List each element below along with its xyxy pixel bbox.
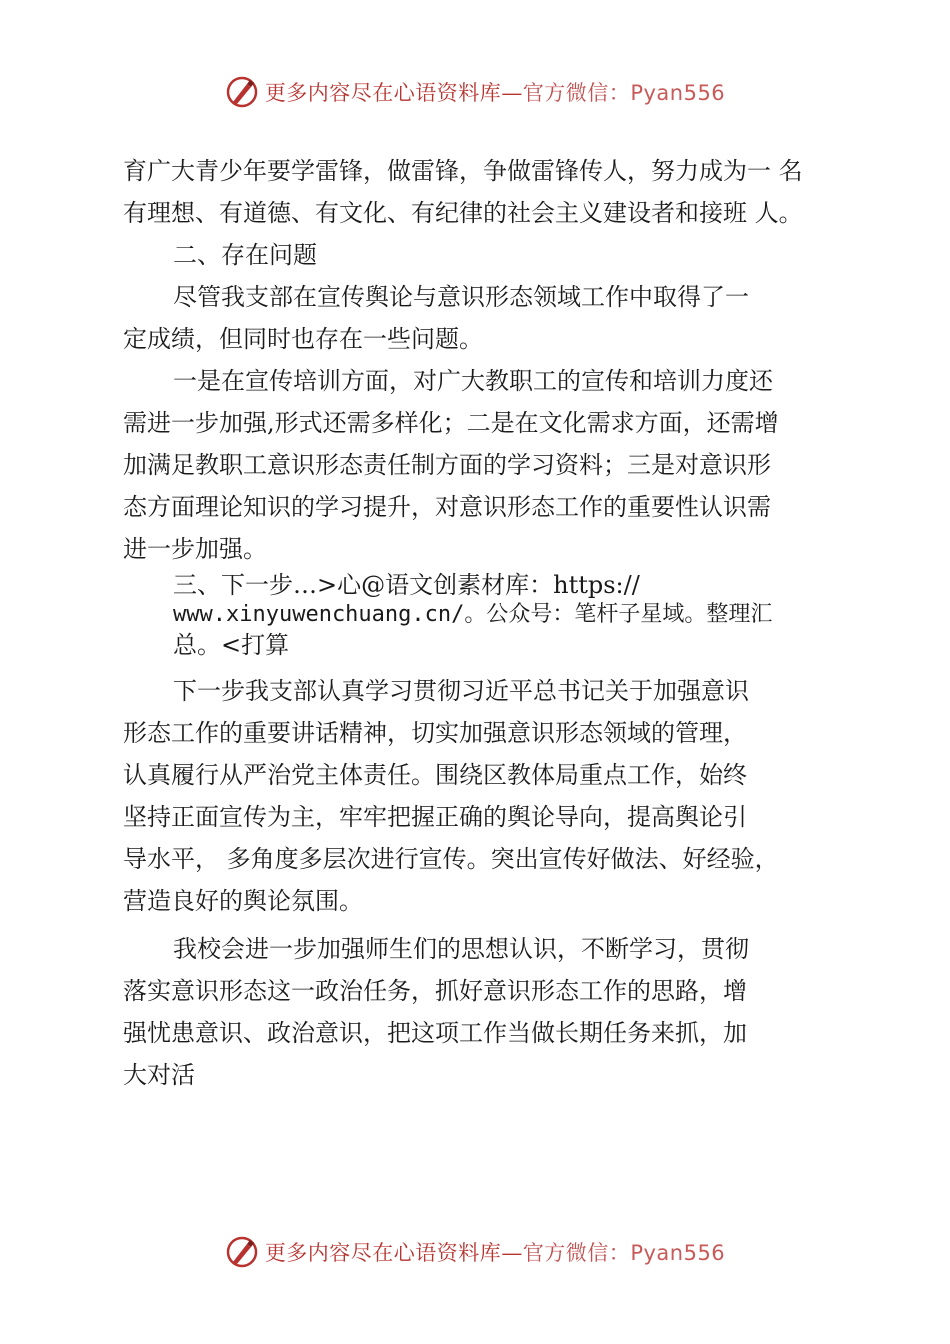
paragraph-line: 有理想、有道德、有文化、有纪律的社会主义建设者和接班 人。 [123,199,803,227]
paragraph-line: 形态工作的重要讲话精神，切实加强意识形态领域的管理， [123,719,747,747]
pen-logo-icon [225,1235,259,1269]
paragraph-line: 加满足教职工意识形态责任制方面的学习资料；三是对意识形 [123,451,771,479]
header-text [265,77,725,107]
paragraph-line: 我校会进一步加强师生们的思想认识，不断学习，贯彻 [173,935,749,963]
paragraph-line: 需进一步加强,形式还需多样化；二是在文化需求方面，还需增 [123,409,779,437]
document-body [123,150,833,1096]
header-wechat-id: Pyan556 [630,81,726,105]
paragraph-line: 营造良好的舆论氛围。 [123,887,363,915]
paragraph-line: 强忧患意识、政治意识，把这项工作当做长期任务来抓，加 [123,1019,747,1047]
footer-site-name: 更多内容尽在心语资料库 [264,1241,502,1265]
paragraph-line: 一是在宣传培训方面，对广大教职工的宣传和培训力度还 [173,367,773,395]
paragraph-line: 认真履行从严治党主体责任。围绕区教体局重点工作，始终 [123,761,747,789]
footer-text [265,1237,725,1267]
footer-wechat-id: Pyan556 [630,1241,726,1265]
paragraph-line: 尽管我支部在宣传舆论与意识形态领域工作中取得了一 [173,283,749,311]
footer-wechat-label: 官方微信： [522,1241,631,1265]
paragraph-line: 态方面理论知识的学习提升，对意识形态工作的重要性认识需 [123,493,771,521]
paragraph-line: 定成绩，但同时也存在一些问题。 [123,325,483,353]
paragraph-line: 落实意识形态这一政治任务，抓好意识形态工作的思路，增 [123,977,747,1005]
paragraph-line: 大对活 [123,1061,195,1089]
header-dash: — [501,81,523,105]
pen-logo-icon [225,75,259,109]
paragraph-line: 下一步我支部认真学习贯彻习近平总书记关于加强意识 [173,677,749,705]
section-heading-3: 三、下一步…>心@语文创素材库：https:// [173,571,640,599]
section-heading-3-url: www.xinyuwenchuang.cn/。公众号：笔杆子星域。整理汇 [173,602,773,627]
paragraph-line: 坚持正面宣传为主，牢牢把握正确的舆论导向，提高舆论引 [123,803,747,831]
paragraph-line: 导水平， 多角度多层次进行宣传。突出宣传好做法、好经验， [123,845,779,873]
header-site-name: 更多内容尽在心语资料库 [264,81,502,105]
header-banner [0,70,950,114]
section-heading-3-end: 总。<打算 [173,631,290,659]
paragraph-line: 育广大青少年要学雷锋，做雷锋，争做雷锋传人，努力成为一 名 [123,157,803,185]
footer-banner [0,1230,950,1274]
header-wechat-label: 官方微信： [522,81,631,105]
section-heading-2: 二、存在问题 [173,241,317,269]
paragraph-line: 进一步加强。 [123,535,267,563]
footer-dash: — [501,1241,523,1265]
